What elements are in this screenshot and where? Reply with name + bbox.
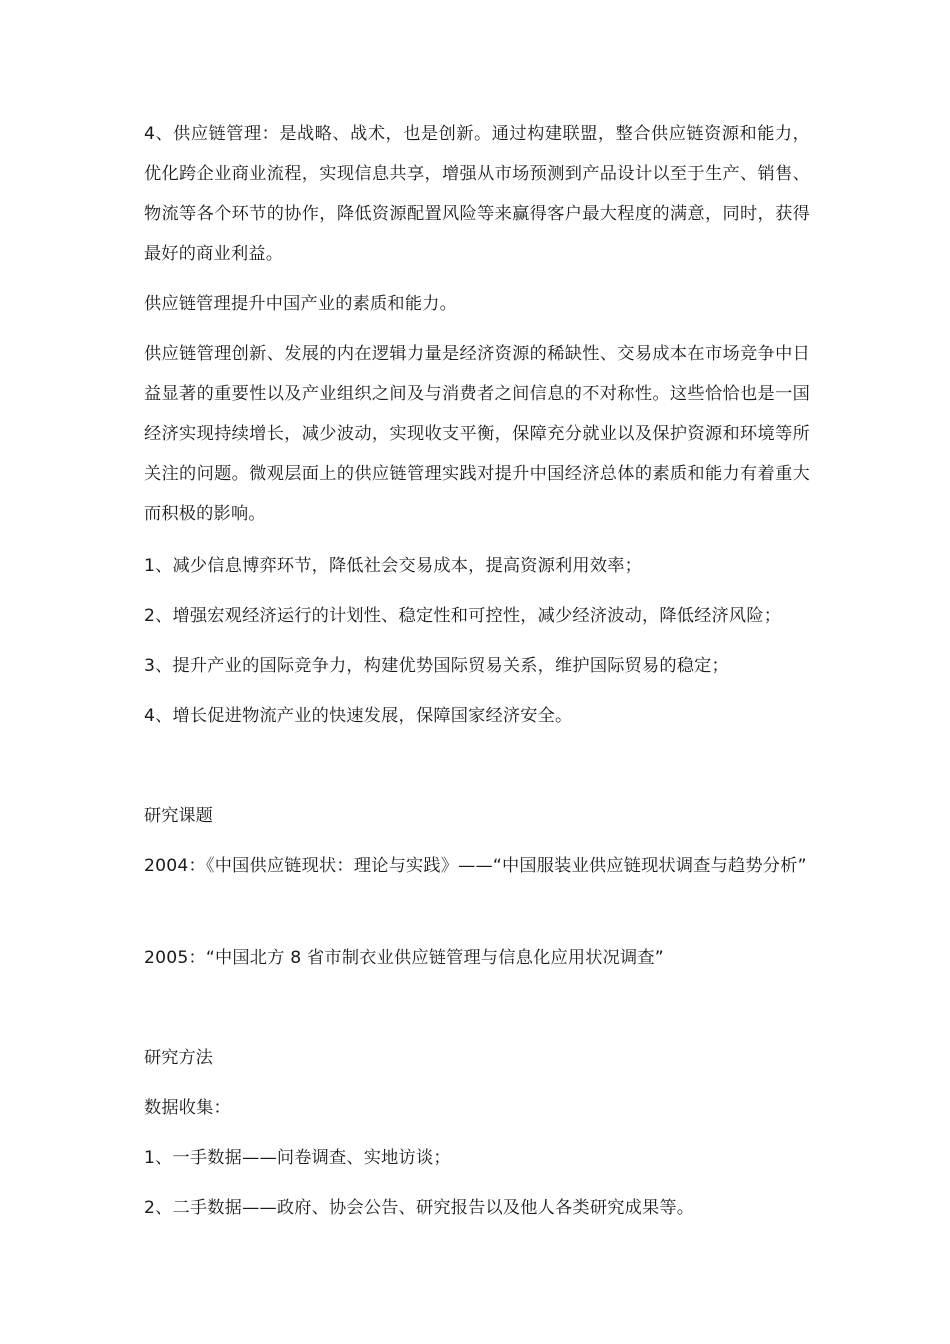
section-heading-research-methods: 研究方法 [144,1048,213,1068]
list-item: 1、一手数据——问卷调查、实地访谈； [144,1148,451,1168]
section-heading-research-topics: 研究课题 [144,806,213,826]
paragraph-supply-chain-management: 4、供应链管理：是战略、战术，也是创新。通过构建联盟，整合供应链资源和能力，优化跨企业商业流程，实现信息共享，增强从市场预测到产品设计以至于生产、销售、物流等各个环节的协作，降低资源配置风险等来赢得客户最大程度的满意，同时，获得最好的商业利益。 [144,124,810,264]
research-topic-2004: 2004：《中国供应链现状：理论与实践》——“中国服装业供应链现状调查与趋势分析” [144,856,807,876]
paragraph-industry-quality: 供应链管理提升中国产业的素质和能力。 [144,294,457,314]
data-collection-label: 数据收集： [144,1098,231,1118]
list-item: 4、增长促进物流产业的快速发展，保障国家经济安全。 [144,706,573,726]
list-item: 2、二手数据——政府、协会公告、研究报告以及他人各类研究成果等。 [144,1198,695,1218]
list-item: 3、提升产业的国际竞争力，构建优势国际贸易关系，维护国际贸易的稳定； [144,656,729,676]
list-item: 2、增强宏观经济运行的计划性、稳定性和可控性，减少经济波动，降低经济风险； [144,606,782,626]
research-topic-2005: 2005：“中国北方 8 省市制衣业供应链管理与信息化应用状况调查” [144,948,664,968]
paragraph-internal-logic: 供应链管理创新、发展的内在逻辑力量是经济资源的稀缺性、交易成本在市场竞争中日益显著的重要性以及产业组织之间及与消费者之间信息的不对称性。这些恰恰也是一国经济实现持续增长，减少波动，实现收支平衡，保障充分就业以及保护资源和环境等所关注的问题。微观层面上的供应链管理实践对提升中国经济总体的素质和能力有着重大而积极的影响。 [144,344,810,524]
list-item: 1、减少信息博弈环节，降低社会交易成本，提高资源利用效率； [144,556,642,576]
